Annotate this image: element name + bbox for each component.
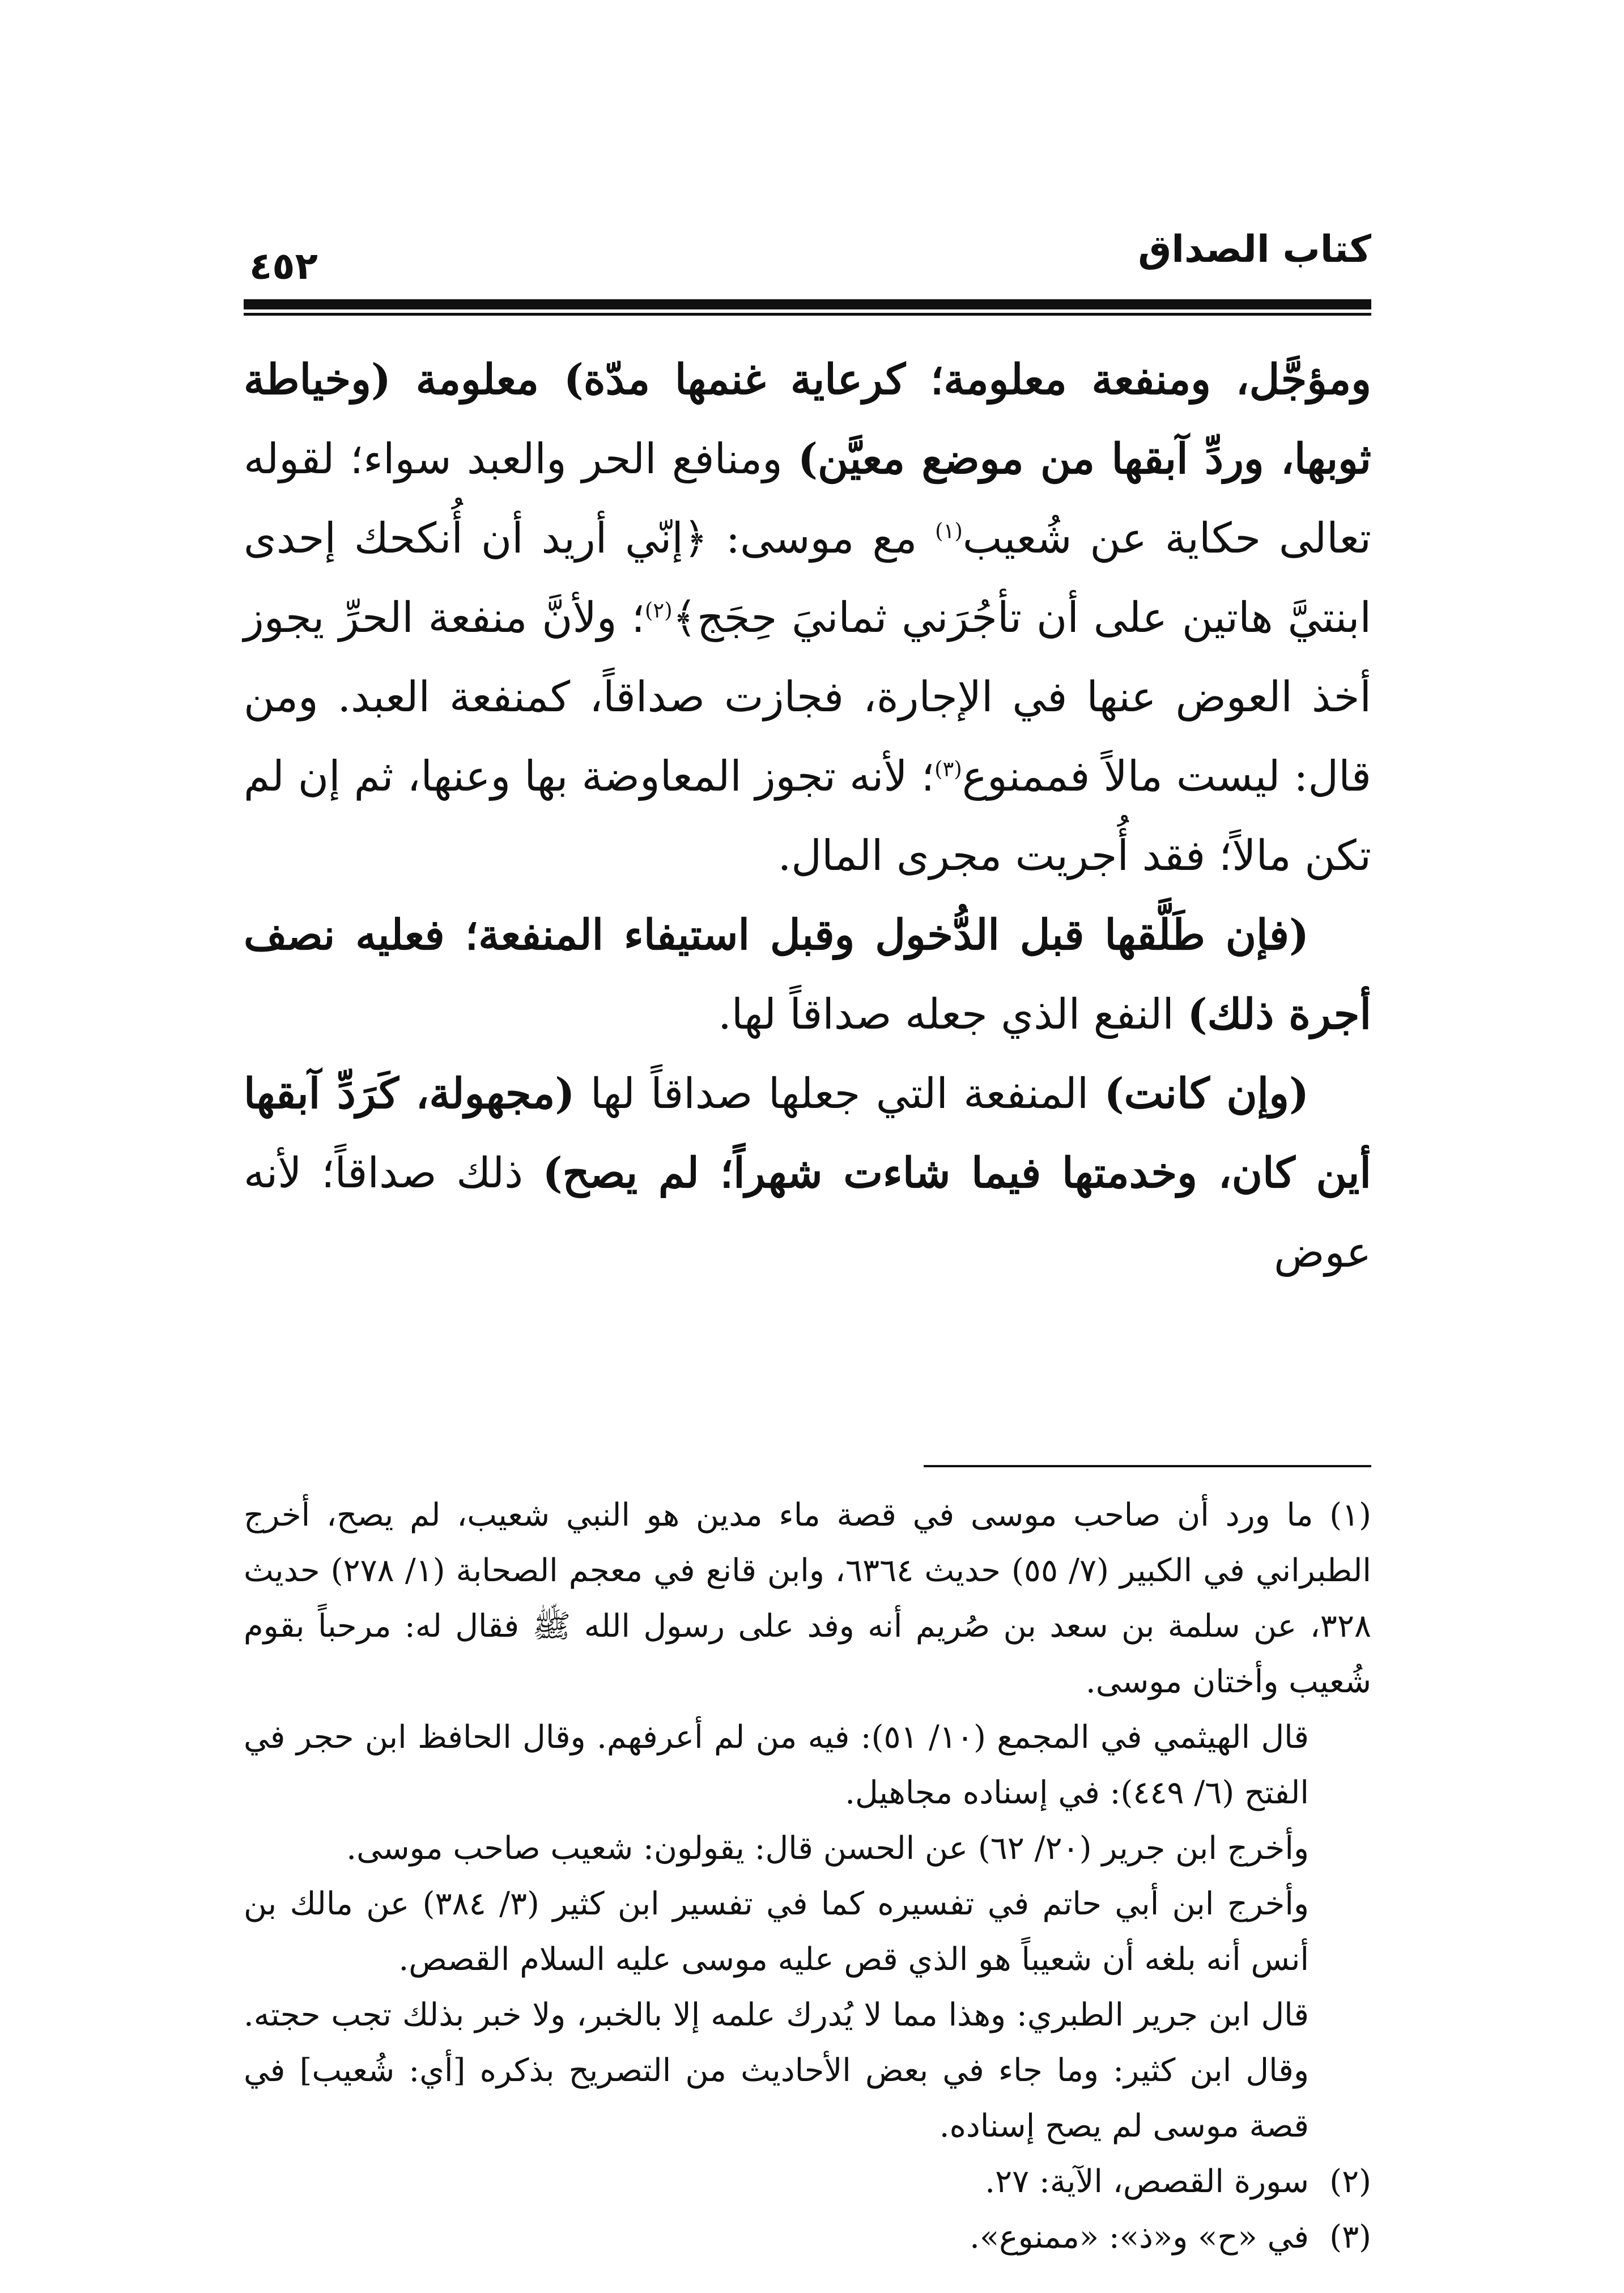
footnote-ref-2[interactable]: (٢)	[644, 598, 673, 623]
header-divider	[244, 299, 1371, 309]
paragraph-1-part-3: مع موسى: ﴿إنّي أريد أن أُنكحك إحدى ابنتيَّ هاتين على أن تأجُرَني ثمانيَ حِجَج﴾	[244, 514, 1371, 642]
page-number: ٤٥٢	[249, 244, 318, 288]
paragraph-1-part-4: ؛ ولأنَّ منفعة الحرِّ يجوز أخذ العوض عنها في الإجارة، فجازت صداقاً، كمنفعة العبد. ومن قال: ليست مالاً فممنوع	[244, 593, 1372, 801]
footnote-separator	[924, 1465, 1371, 1467]
paragraph-3-normal-2: ذلك صداقاً؛ لأنه عوض	[244, 1149, 1371, 1277]
paragraph-1-part-5: ؛ لأنه تجوز المعاوضة بها وعنها، ثم إن لم تكن مالاً؛ فقد أُجريت مجرى المال.	[244, 752, 1371, 880]
paragraph-3-bold-2: (مجهولة، كَرَدِّ آبقها أين كان، وخدمتها فيما شاءت شهراً؛ لم يصح)	[244, 1069, 1371, 1198]
footnote-1-continuation: وأخرج ابن جرير (٢٠/ ٦٢) عن الحسن قال: يقولون: شعيب صاحب موسى.	[346, 1830, 1309, 1867]
footnote-1: (١) ما ورد أن صاحب موسى في قصة ماء مدين هو النبي شعيب، لم يصح، أخرج الطبراني في الكبير (٧/ ٥٥) حديث ٦٣٦٤، وابن قانع في معجم الصحابة (١/ ٢٧٨) حديث ٣٢٨، عن سلمة بن سعد بن صُريم أنه وفد على رسول الله ﷺ فقال له: مرحباً بقوم شُعيب وأختان موسى.	[244, 1497, 1371, 1700]
footnote-2	[244, 2154, 1371, 2210]
chapter-title: كتاب الصداق	[1138, 227, 1371, 271]
footnote-2-text: سورة القصص، الآية: ٢٧.	[985, 2163, 1309, 2200]
footnote-3-text: في «ح» و«ذ»: «ممنوع».	[970, 2219, 1309, 2256]
paragraph-3	[244, 1054, 1371, 1292]
paragraph-1	[244, 340, 1371, 895]
book-page	[244, 227, 1372, 2256]
paragraph-2-normal: النفع الذي جعله صداقاً لها.	[718, 990, 1188, 1039]
footnote-3-number: (٣)	[1329, 2219, 1371, 2256]
footnote-2-number: (٢)	[1329, 2163, 1371, 2200]
paragraph-1-part-2: ومنافع الحر والعبد سواء؛ لقوله تعالى حكاية عن شُعيب	[244, 435, 1371, 563]
footnote-1-continuation: قال الهيثمي في المجمع (١٠/ ٥١): فيه من لم أعرفهم. وقال الحافظ ابن حجر في الفتح (٦/ ٤٤٩): في إسناده مجاهيل.	[244, 1719, 1309, 1811]
footnote-1-continuation: وأخرج ابن أبي حاتم في تفسيره كما في تفسير ابن كثير (٣/ ٣٨٤) عن مالك بن أنس أنه بلغه أن شعيباً هو الذي قص عليه موسى عليه السلام القصص.	[244, 1886, 1310, 1978]
paragraph-2	[244, 895, 1371, 1054]
main-body-text	[244, 340, 1371, 1292]
paragraph-2-bold: (فإن طَلَّقها قبل الدُّخول وقبل استيفاء المنفعة؛ فعليه نصف أجرة ذلك)	[244, 911, 1371, 1039]
footnote-ref-1[interactable]: (١)	[935, 519, 963, 543]
header-divider-thin	[244, 313, 1371, 316]
paragraph-1-part-1: ومؤجَّل، ومنفعة معلومة؛ كرعاية غنمها مدّة) معلومة (وخياطة ثوبها، وردِّ آبقها من موضع معيَّن)	[244, 355, 1371, 483]
page-header	[244, 227, 1371, 300]
footnote-3	[244, 2210, 1371, 2265]
footnotes-section	[244, 1488, 1371, 2265]
paragraph-3-bold-1: (وإن كانت)	[1104, 1069, 1309, 1118]
footnote-1-continuation: قال ابن جرير الطبري: وهذا مما لا يُدرك علمه إلا بالخبر، ولا خبر بذلك تجب حجته. وقال ابن كثير: وما جاء في بعض الأحاديث من التصريح بذكره [أي: شُعيب] في قصة موسى لم يصح إسناده.	[244, 1997, 1310, 2145]
footnote-ref-3[interactable]: (٣)	[934, 757, 962, 782]
paragraph-3-normal-1: المنفعة التي جعلها صداقاً لها	[575, 1069, 1104, 1118]
